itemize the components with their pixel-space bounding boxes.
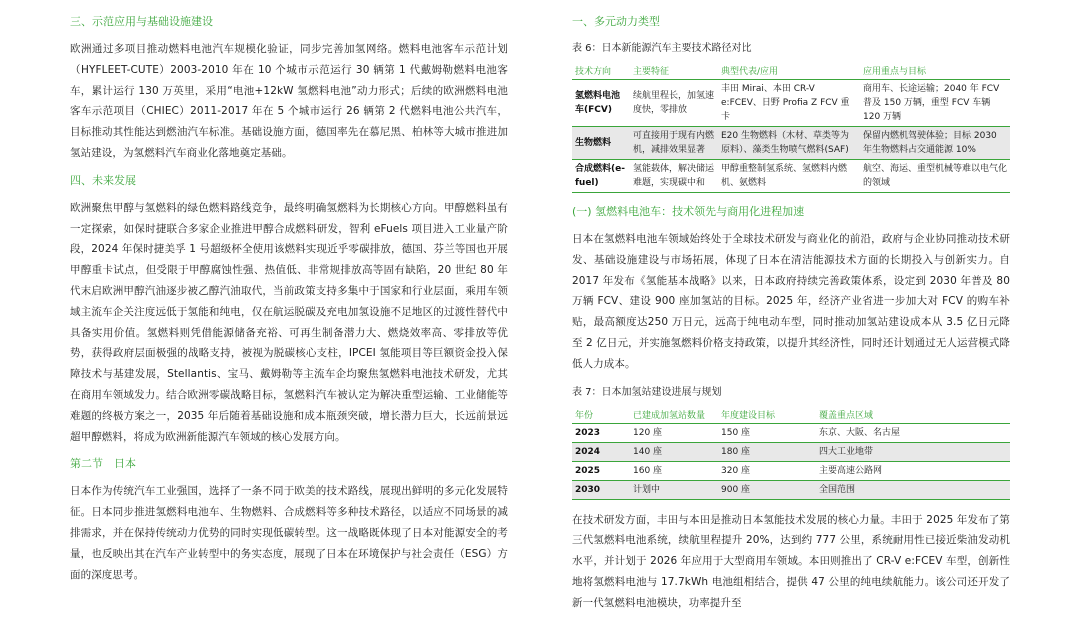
- table7-caption: 表 7：日本加氢站建设进展与规划: [572, 386, 722, 398]
- table7-cell: 全国范围: [816, 480, 1010, 499]
- table6: [572, 62, 1010, 193]
- table6-header-cell: 主要特征: [630, 62, 718, 80]
- table6-cell: 保留内燃机驾驶体验；目标 2030 年生物燃料占交通能源 10%: [860, 127, 1010, 160]
- table7-cell: 2025: [572, 461, 630, 480]
- section-heading-power-types: 一、多元动力类型: [572, 15, 660, 28]
- table7-cell: 180 座: [718, 442, 816, 461]
- table6-cell: 商用车、长途运输；2040 年 FCV 普及 150 万辆，重型 FCV 车辆 120 万辆: [860, 80, 1010, 127]
- table7-cell: 2030: [572, 480, 630, 499]
- table7-row: [572, 480, 1010, 499]
- section-heading-future: 四、未来发展: [70, 173, 136, 187]
- table6-cell: 合成燃料(e-fuel): [572, 160, 630, 193]
- table6-header-cell: 典型代表/应用: [718, 62, 860, 80]
- subsection-heading-fcv: (一) 氢燃料电池车：技术领先与商用化进程加速: [572, 205, 805, 218]
- table7: [572, 406, 1010, 500]
- table7-cell: 160 座: [630, 461, 718, 480]
- table7-cell: 东京、大阪、名古屋: [816, 423, 1010, 442]
- table7-row: [572, 442, 1010, 461]
- paragraph-rnd: 在技术研发方面，丰田与本田是推动日本氢能技术发展的核心力量。丰田于 2025 年发布了第三代氢燃料电池系统，续航里程提升 20%，达到约 777 公里，系统耐用性已接近柴油发动机水平，并计划于 2026 年应用于大型商用车领域。本田则推出了 CR-V e:FCEV 车型，创新性地将氢燃料电池与 17.7kWh 电池组相结合，提供 47 公里的纯电续航能力。该公司还开发了新一代氢燃料电池模块，功率提升至: [572, 513, 1010, 609]
- table6-row: [572, 80, 1010, 127]
- table6-cell: 甲醇重整制氢系统、氢燃料内燃机、氨燃料: [718, 160, 860, 193]
- paragraph-future: 欧洲聚焦甲醇与氢燃料的绿色燃料路线竞争，最终明确氢燃料为长期核心方向。甲醇燃料虽有一定探索，如保时捷联合多家企业推进甲醇合成燃料研发，智利 eFuels 项目进入工业量产阶段，2024 年保时捷美孚 1 号超级杯全使用该燃料实现近乎零碳排放，德国、芬兰等国也开展甲醇重卡试点，但受限于甲醇腐蚀性强、热值低、非常规排放高等固有缺陷，20 世纪 80 年代末启欧洲甲醇汽油逐步被乙醇汽油取代，当前政策支持多集中于国家和行业层面，乘用车领域主流车企关注度远低于氢能和纯电，仅在航运脱碳及充电加氢设施不足地区的过渡性替代中具备实用价值。氢燃料则凭借能源储备充裕、可再生制备潜力大、燃烧效率高、零排放等优势，获得政府层面极强的战略支持，被视为脱碳核心支柱，IPCEI 氢能项目等巨额资金投入保障技术与基建发展，Stellantis、宝马、戴姆勒等主流车企均聚焦氢燃料电池技术研发，尤其在商用车领域发力。结合欧洲零碳战略目标，氢燃料汽车被认定为解决重型运输、工业储能等难题的终极方案之一，2035 年后随着基础设施和成本瓶颈突破，增长潜力巨大，长远前景远超甲醇燃料，将成为欧洲新能源汽车领域的核心发展方向。: [70, 201, 508, 443]
- table6-cell: 氢燃料电池车(FCV): [572, 80, 630, 127]
- right-column: [572, 10, 1010, 622]
- table6-cell: 续航里程长，加氢速度快，零排放: [630, 80, 718, 127]
- right-page: [540, 0, 1080, 609]
- left-page: [0, 0, 540, 579]
- table6-header-row: [572, 62, 1010, 80]
- table7-header-cell: 覆盖重点区域: [816, 406, 1010, 424]
- table7-cell: 900 座: [718, 480, 816, 499]
- table7-cell: 120 座: [630, 423, 718, 442]
- table7-header-row: [572, 406, 1010, 424]
- table6-cell: E20 生物燃料（木材、草类等为原料）、藻类生物喷气燃料(SAF): [718, 127, 860, 160]
- table6-caption: 表 6：日本新能源汽车主要技术路径对比: [572, 43, 752, 54]
- paragraph-fcv: 日本在氢燃料电池车领域始终处于全球技术研发与商业化的前沿，政府与企业协同推动技术研发、基础设施建设与市场拓展，体现了日本在清洁能源技术方面的长期投入与创新实力。自 2017 年发布《氢能基本战略》以来，日本政府持续完善政策体系，设定到 2030 年普及 80 万辆 FCV、建设 900 座加氢站的目标。2025 年，经济产业省进一步加大对 FCV 的购车补贴，最高额度达250 万日元，远高于纯电动车型，同时推动加氢站建设成本从 3.5 亿日元降至 2 亿日元，并实施氢燃料价格支持政策，以提升其经济性，同时还计划通过无人运营模式降低人力成本。: [572, 233, 1010, 370]
- paragraph-demo: 欧洲通过多项目推动燃料电池汽车规模化验证，同步完善加氢网络。燃料电池客车示范计划（HYFLEET-CUTE）2003-2010 年在 10 个城市示范运行 30 辆第 1 代戴姆勒燃料电池客车，累计运行 130 万英里，采用“电池+12kW 氢燃料电池”动力形式；后续的欧洲燃料电池客车示范项目（CHIEC）2011-2017 年在 5 个城市运行 26 辆第 2 代燃料电池公共汽车，目标推动其性能达到燃油汽车标准。基础设施方面，德国率先在慕尼黑、柏林等大城市推进加氢站建设，为氢燃料汽车商业化落地奠定基础。: [70, 43, 508, 159]
- table7-row: [572, 461, 1010, 480]
- table6-cell: 航空、海运、重型机械等难以电气化的领域: [860, 160, 1010, 193]
- section-heading-demo: 三、示范应用与基础设施建设: [70, 15, 213, 28]
- table6-cell: 氢能载体，解决储运难题，实现碳中和: [630, 160, 718, 193]
- table7-header-cell: 年份: [572, 406, 630, 424]
- table7-cell: 四大工业地带: [816, 442, 1010, 461]
- table6-row: [572, 127, 1010, 160]
- table6-header-cell: 技术方向: [572, 62, 630, 80]
- table6-header-cell: 应用重点与目标: [860, 62, 1010, 80]
- table6-cell: 可直接用于现有内燃机，减排效果显著: [630, 127, 718, 160]
- table7-header-cell: 已建成加氢站数量: [630, 406, 718, 424]
- table7-cell: 主要高速公路网: [816, 461, 1010, 480]
- table7-cell: 140 座: [630, 442, 718, 461]
- paragraph-japan: 日本作为传统汽车工业强国，选择了一条不同于欧美的技术路线，展现出鲜明的多元化发展特征。日本同步推进氢燃料电池车、生物燃料、合成燃料等多种技术路径，以适应不同场景的减排需求，并在保持传统动力优势的同时实现低碳转型。这一战略既体现了日本对能源安全的考量，也反映出其在汽车产业转型中的务实态度，展现了日本在环境保护与社会责任（ESG）方面的深度思考。: [70, 485, 508, 581]
- table7-row: [572, 423, 1010, 442]
- chapter-heading-japan: 第二节 日本: [70, 457, 136, 471]
- table7-cell: 计划中: [630, 480, 718, 499]
- table6-row: [572, 160, 1010, 193]
- left-column: [70, 10, 508, 593]
- table6-cell: 丰田 Mirai、本田 CR-V e:FCEV、日野 Profia Z FCV 重卡: [718, 80, 860, 127]
- table7-cell: 2024: [572, 442, 630, 461]
- table7-cell: 320 座: [718, 461, 816, 480]
- table6-cell: 生物燃料: [572, 127, 630, 160]
- table7-cell: 150 座: [718, 423, 816, 442]
- table7-header-cell: 年度建设目标: [718, 406, 816, 424]
- table7-cell: 2023: [572, 423, 630, 442]
